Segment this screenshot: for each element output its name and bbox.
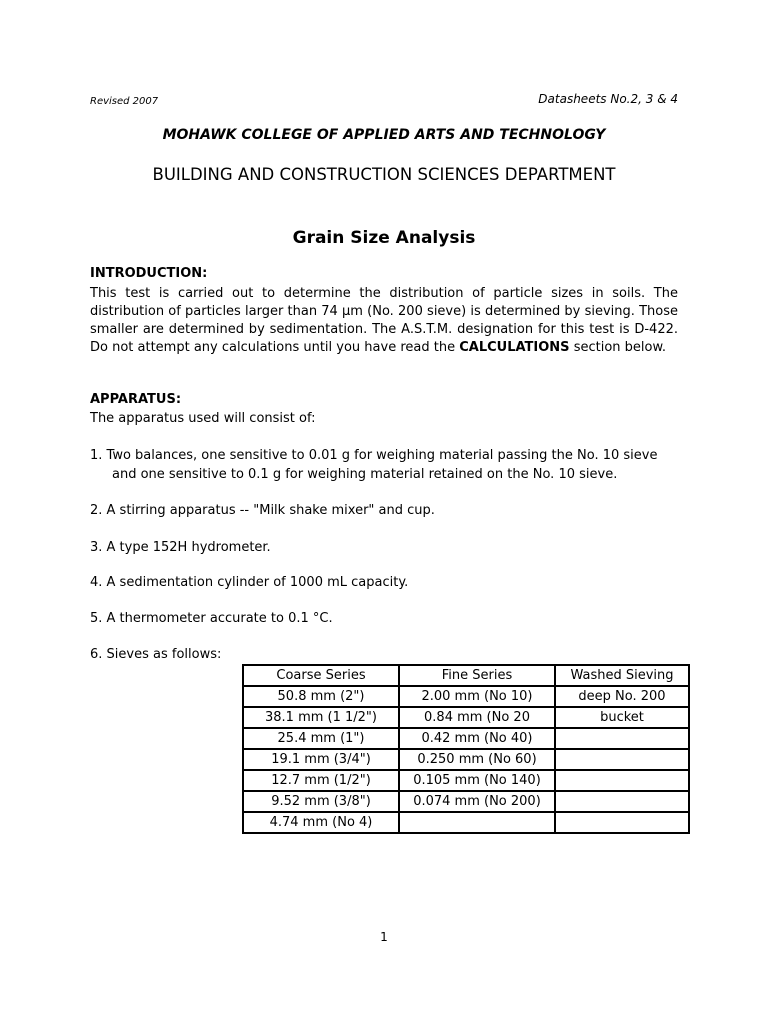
table-cell bbox=[555, 770, 689, 791]
table-row bbox=[243, 749, 689, 770]
table-cell: 0.250 mm (No 60) bbox=[399, 749, 555, 770]
header-washed-sieving: Washed Sieving bbox=[555, 665, 689, 686]
table-cell: bucket bbox=[555, 707, 689, 728]
apparatus-item-1-line2: and one sensitive to 0.1 g for weighing material retained on the No. 10 sieve. bbox=[112, 467, 618, 482]
header-coarse-series: Coarse Series bbox=[243, 665, 399, 686]
apparatus-item-2: 2. A stirring apparatus -- "Milk shake mixer" and cup. bbox=[90, 503, 435, 518]
revised-date: Revised 2007 bbox=[90, 96, 159, 107]
table-row bbox=[243, 686, 689, 707]
table-cell: 0.105 mm (No 140) bbox=[399, 770, 555, 791]
table-cell: 12.7 mm (1/2") bbox=[243, 770, 399, 791]
apparatus-heading: APPARATUS: bbox=[90, 392, 182, 407]
apparatus-item-4: 4. A sedimentation cylinder of 1000 mL capacity. bbox=[90, 575, 409, 590]
apparatus-item-5: 5. A thermometer accurate to 0.1 °C. bbox=[90, 611, 333, 626]
table-row bbox=[243, 812, 689, 833]
table-cell bbox=[555, 728, 689, 749]
table-row bbox=[243, 791, 689, 812]
table-cell: 25.4 mm (1") bbox=[243, 728, 399, 749]
calculations-bold: CALCULATIONS bbox=[459, 340, 570, 355]
table-cell: 0.84 mm (No 20 bbox=[399, 707, 555, 728]
apparatus-item-3: 3. A type 152H hydrometer. bbox=[90, 540, 271, 555]
table-cell: 38.1 mm (1 1/2") bbox=[243, 707, 399, 728]
table-cell: 50.8 mm (2") bbox=[243, 686, 399, 707]
table-cell: 0.42 mm (No 40) bbox=[399, 728, 555, 749]
department-name: BUILDING AND CONSTRUCTION SCIENCES DEPARTMENT bbox=[152, 165, 616, 184]
table-cell bbox=[399, 812, 555, 833]
table-header-row bbox=[243, 665, 689, 686]
apparatus-item-1-line1: 1. Two balances, one sensitive to 0.01 g for weighing material passing the No. 10 sieve bbox=[90, 448, 658, 463]
introduction-tail: section below. bbox=[573, 340, 667, 355]
table-row bbox=[243, 770, 689, 791]
table-row bbox=[243, 728, 689, 749]
introduction-text: This test is carried out to determine the distribution of particle sizes in soils. The distribution of particles larger than 74 µm (No. 200 sieve) is determined by sieving. Those smaller are determined by sedimentation. The A.S.T.M. designation for this test is D-422. Do not attempt any calculations until you have read the bbox=[90, 286, 678, 355]
header-fine-series: Fine Series bbox=[399, 665, 555, 686]
table-cell: 9.52 mm (3/8") bbox=[243, 791, 399, 812]
introduction-paragraph bbox=[90, 285, 678, 357]
introduction-heading: INTRODUCTION: bbox=[90, 266, 208, 281]
table-cell: 4.74 mm (No 4) bbox=[243, 812, 399, 833]
apparatus-item-1 bbox=[90, 446, 690, 484]
apparatus-item-6: 6. Sieves as follows: bbox=[90, 647, 222, 662]
apparatus-intro: The apparatus used will consist of: bbox=[90, 411, 316, 426]
table-row bbox=[243, 707, 689, 728]
college-name: MOHAWK COLLEGE OF APPLIED ARTS AND TECHNOLOGY bbox=[162, 127, 606, 143]
table-cell: 19.1 mm (3/4") bbox=[243, 749, 399, 770]
table-cell: 2.00 mm (No 10) bbox=[399, 686, 555, 707]
table-cell: 0.074 mm (No 200) bbox=[399, 791, 555, 812]
table-cell bbox=[555, 791, 689, 812]
sieve-table bbox=[242, 664, 690, 834]
document-title: Grain Size Analysis bbox=[292, 228, 476, 248]
datasheets-label: Datasheets No.2, 3 & 4 bbox=[538, 92, 678, 106]
page-number: 1 bbox=[380, 930, 388, 944]
table-cell: deep No. 200 bbox=[555, 686, 689, 707]
table-cell bbox=[555, 812, 689, 833]
table-cell bbox=[555, 749, 689, 770]
